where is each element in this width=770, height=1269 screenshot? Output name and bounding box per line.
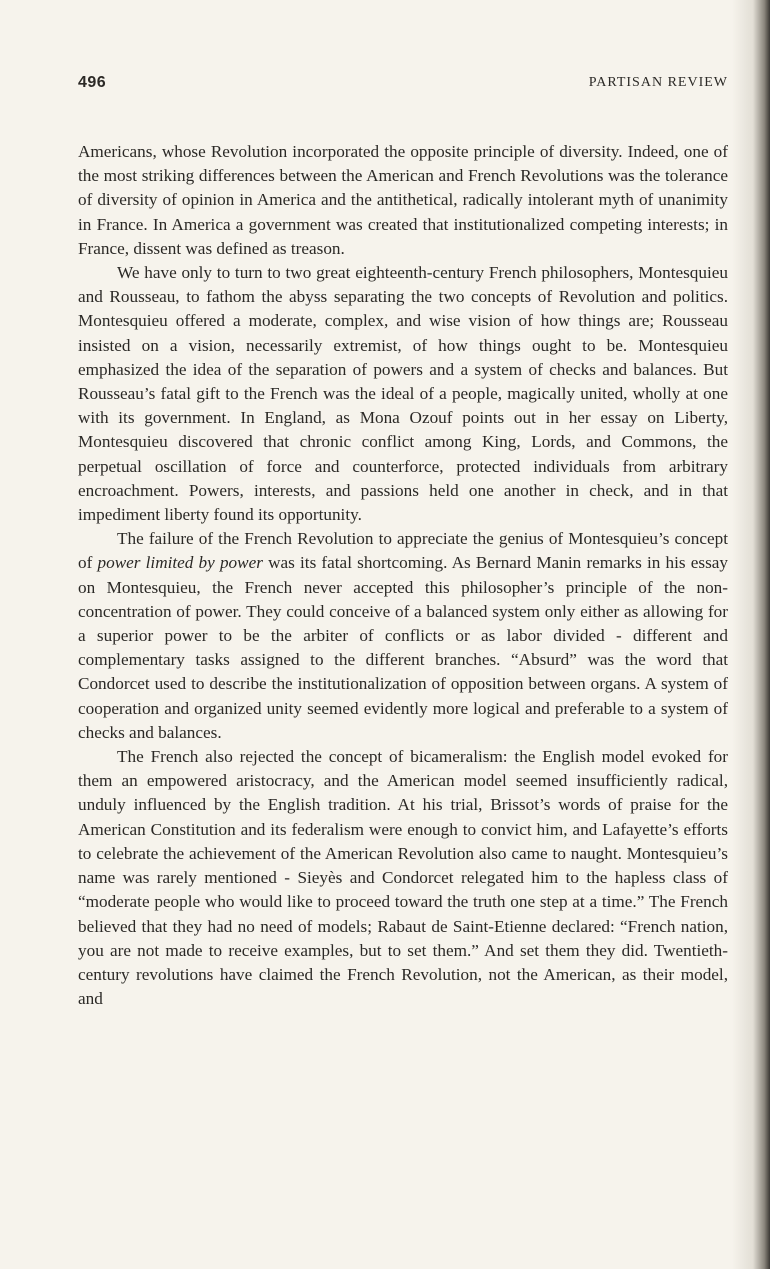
body-text (78, 140, 728, 1011)
paragraph (78, 527, 728, 745)
running-head: PARTISAN REVIEW (588, 75, 728, 90)
paragraph-text: The failure of the French Revolution to appreciate the genius of Montesquieu’s concept of (78, 529, 728, 573)
page-number: 496 (78, 74, 107, 91)
page-header (78, 74, 728, 96)
paragraph: The French also rejected the concept of bicameralism: the English model evoked for them an empowered aristocracy, and the American model seemed insufficiently radical, unduly influenced by the English tradition. At his trial, Brissot’s words of praise for the American Constitution and its federalism were enough to convict him, and Lafayette’s efforts to celebrate the achievement of the American Revolution also came to naught. Montesquieu’s name was rarely mentioned - Sieyès and Condorcet relegated him to the hapless class of “moderate people who would like to proceed toward the truth one step at a time.” The French believed that they had no need of models; Rabaut de Saint-Etienne declared: “French nation, you are not made to receive examples, but to set them.” And set them they did. Twentieth-century revolutions have claimed the French Revolution, not the American, as their model, and (78, 747, 728, 1009)
paragraph-text: was its fatal shortcoming. As Bernard Manin remarks in his essay on Montesquieu, the French never accepted this philosopher’s principle of the non-concentration of power. They could conceive of a balanced system only either as allowing for a superior power to be the arbiter of conflicts or as labor divided - different and complementary tasks assigned to the different branches. “Absurd” was the word that Condorcet used to describe the institutionalization of opposition between organs. A system of cooperation and organized unity seemed evidently more logical and preferable to a system of checks and balances. (78, 553, 728, 742)
page-gutter-shadow (732, 0, 770, 1269)
paragraph: We have only to turn to two great eighteenth-century French philosophers, Montesquieu and Rousseau, to fathom the abyss separating the two concepts of Revolution and politics. Montesquieu offered a moderate, complex, and wise vision of how things are; Rousseau insisted on a vision, necessarily extremist, of how things ought to be. Montesquieu emphasized the idea of the separation of powers and a system of checks and balances. But Rousseau’s fatal gift to the French was the ideal of a people, magically united, wholly at one with its government. In England, as Mona Ozouf points out in her essay on Liberty, Montesquieu discovered that chronic conflict among King, Lords, and Commons, the perpetual oscillation of force and counterforce, protected individuals from arbitrary encroachment. Powers, interests, and passions held one another in check, and in that impediment liberty found its opportunity. (78, 263, 728, 525)
paragraph: Americans, whose Revolution incorporated the opposite principle of diversity. Indeed, one of the most striking differences between the American and French Revolutions was the tolerance of diversity of opinion in America and the antithetical, radically intolerant myth of unanimity in France. In America a government was created that institutionalized competing interests; in France, dissent was defined as treason. (78, 142, 728, 258)
emphasized-phrase: power limited by power (97, 553, 263, 573)
